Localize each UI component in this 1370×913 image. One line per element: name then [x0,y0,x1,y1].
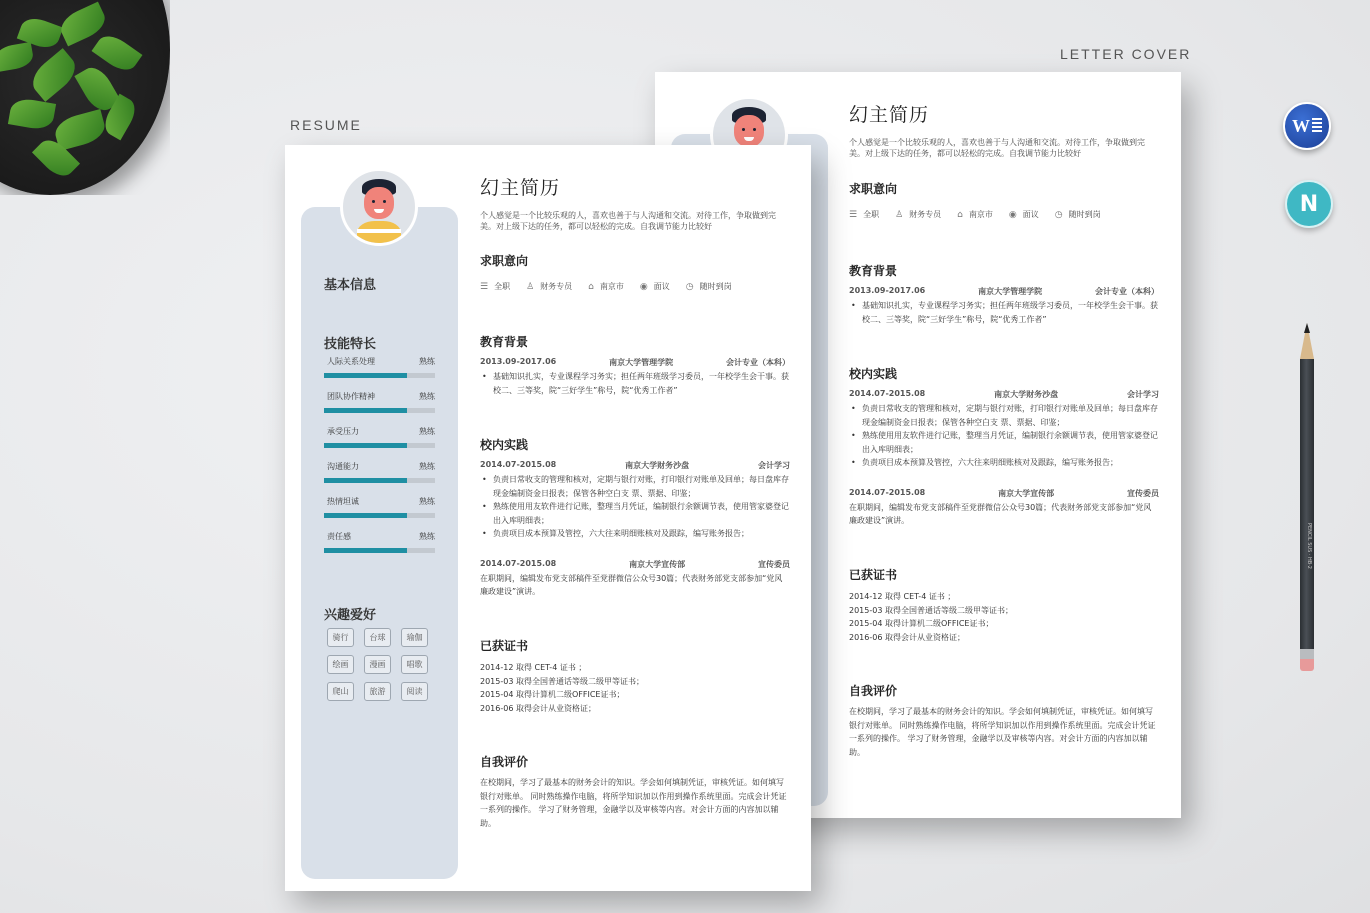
hobby-tag: 唱歌 [401,655,428,674]
list-icon: ☰ [849,209,858,220]
back-intent-section: 求职意向 ☰ 全职 ♙ 财务专员 ⌂ 南京市 ◉ 面议 ◷ 随时到岗 [849,182,1101,220]
plant-decoration [0,0,170,195]
hobby-tags [327,628,437,701]
hobbies-heading: 兴趣爱好 [324,608,377,623]
hobby-tag: 绘画 [327,655,354,674]
intent-section: 求职意向 ☰ 全职 ♙ 财务专员 ⌂ 南京市 ◉ 面议 ◷ 随时到岗 [480,252,790,292]
hobby-tag: 阅读 [401,682,428,701]
intro-text: 个人感觉是一个比较乐观的人，喜欢也善于与人沟通和交流。对待工作，争取做到完美。对上级下达的任务，都可以轻松的完成。自我调节能力比较好 [480,211,776,231]
skill-item: 承受压力 熟练 [324,426,435,448]
resume-label: RESUME [290,117,362,133]
practice-section: 校内实践 2014.07-2015.08 南京大学财务沙盘 会计学习 • 负责日常收支的管理和核对，定期与银行对账，打印银行对账单及回单；每日盘库存现金编制资金日报表；保管各种空白支 票、票据、印鉴； • 熟练使用用友软件进行记账，整理当月凭证，编制银行余额调节表，使用管家婆登记出入库明细表； • 负责项目成本预算及管控，六大往来明细账核对及跟踪，编写账务报告； 2014.07-2015.08 南京大学宣传部 宣传委员 在职期间，编辑发布党支部稿件至党群微信公众号30篇；代表财务部党支部参加“党风廉政建设”演讲。 [480,436,790,599]
back-practice-section: 校内实践 2014.07-2015.08 南京大学财务沙盘 会计学习 • 负责日常收支的管理和核对，定期与银行对账，打印银行对账单及回单；每日盘库存现金编制资金日报表；保管各种空白支 票、票据、印鉴； • 熟练使用用友软件进行记账，整理当月凭证，编制银行余额调节表，使用管家婆登记出入库明细表； • 负责项目成本预算及管控，六大往来明细账核对及跟踪，编写账务报告； 2014.07-2015.08 南京大学宣传部 宣传委员 在职期间，编辑发布党支部稿件至党群微信公众号30篇；代表财务部党支部参加“党风廉政建设”演讲。 [849,365,1159,528]
hobby-tag: 漫画 [364,655,391,674]
pencil-decoration [1300,323,1314,673]
certs-heading: 已获证书 [480,639,529,653]
self-eval-heading: 自我评价 [480,755,529,769]
basic-info-heading: 基本信息 [324,278,377,293]
back-title: 幻主简历 [849,104,930,126]
letter-cover-label: LETTER COVER [1060,46,1192,62]
salary-icon: ◉ [639,281,648,292]
pencil-brand: PENCIL SUS · HB·2 [1306,523,1312,569]
practice-heading: 校内实践 [480,438,529,452]
location-icon: ⌂ [588,281,594,292]
back-self-section: 自我评价 在校期间，学习了最基本的财务会计的知识。学会如何填制凭证，审核凭证。如何填写银行对账单。 同时熟练操作电脑，将所学知识加以作用到操作系统里面。完成会计凭证一系列的操作。 学习了财务管理，金融学以及审核等内容。对会计方面的内容加以辅助。 [849,684,1156,757]
skill-item: 沟通能力 熟练 [324,461,435,483]
list-icon: ☰ [480,281,489,292]
page-title: 幻主简历 [480,177,561,199]
back-intro: 个人感觉是一个比较乐观的人，喜欢也善于与人沟通和交流。对待工作，争取做到完美。对上级下达的任务，都可以轻松的完成。自我调节能力比较好 [849,138,1145,158]
skill-item: 责任感 熟练 [324,531,435,553]
word-app-icon[interactable]: W [1283,102,1331,150]
education-heading: 教育背景 [480,335,529,349]
hobby-tag: 骑行 [327,628,354,647]
back-education-section: 教育背景 2013.09-2017.06 南京大学管理学院 会计专业（本科） • 基础知识扎实，专业课程学习务实；担任两年班级学习委员，一年校学生会干事。获校二、三等奖，院“三好学生”称号，院“优秀工作者” [849,262,1159,326]
hobby-tag: 爬山 [327,682,354,701]
intent-heading: 求职意向 [480,254,529,268]
education-section: 教育背景 2013.09-2017.06 南京大学管理学院 会计专业（本科） • 基础知识扎实，专业课程学习务实；担任两年班级学习委员，一年校学生会干事。获校二、三等奖，院“三好学生”称号，院“优秀工作者” [480,333,790,397]
avatar [340,168,418,246]
certs-section: 已获证书 2014-12 取得 CET-4 证书 ； 2015-03 取得全国普通话等级二级甲等证书； 2015-04 取得计算机二级OFFICE证书； 2016-06 取得会计从业资格证； [480,637,790,715]
salary-icon: ◉ [1008,209,1017,220]
self-eval-section: 自我评价 在校期间，学习了最基本的财务会计的知识。学会如何填制凭证，审核凭证。如何填写银行对账单。 同时熟练操作电脑，将所学知识加以作用到操作系统里面。完成会计凭证一系列的操作。 学习了财务管理，金融学以及审核等内容。对会计方面的内容加以辅助。 [480,753,790,830]
person-icon: ♙ [526,281,535,292]
back-certs-section: 已获证书 2014-12 取得 CET-4 证书 ； 2015-03 取得全国普通话等级二级甲等证书； 2015-04 取得计算机二级OFFICE证书； 2016-06 取得会计从业资格证； [849,568,1013,642]
hobby-tag: 旅游 [364,682,391,701]
hobby-tag: 瑜伽 [401,628,428,647]
skill-item: 团队协作精神 熟练 [324,391,435,413]
skill-item: 热情坦诚 熟练 [324,496,435,518]
location-icon: ⌂ [957,209,963,220]
person-icon: ♙ [895,209,904,220]
clock-icon: ◷ [685,281,694,292]
hobby-tag: 台球 [364,628,391,647]
skills-heading: 技能特长 [324,337,377,352]
n-app-icon[interactable]: N [1285,180,1333,228]
resume-sheet [285,145,811,891]
skill-item: 人际关系处理 熟练 [324,356,435,378]
clock-icon: ◷ [1054,209,1063,220]
